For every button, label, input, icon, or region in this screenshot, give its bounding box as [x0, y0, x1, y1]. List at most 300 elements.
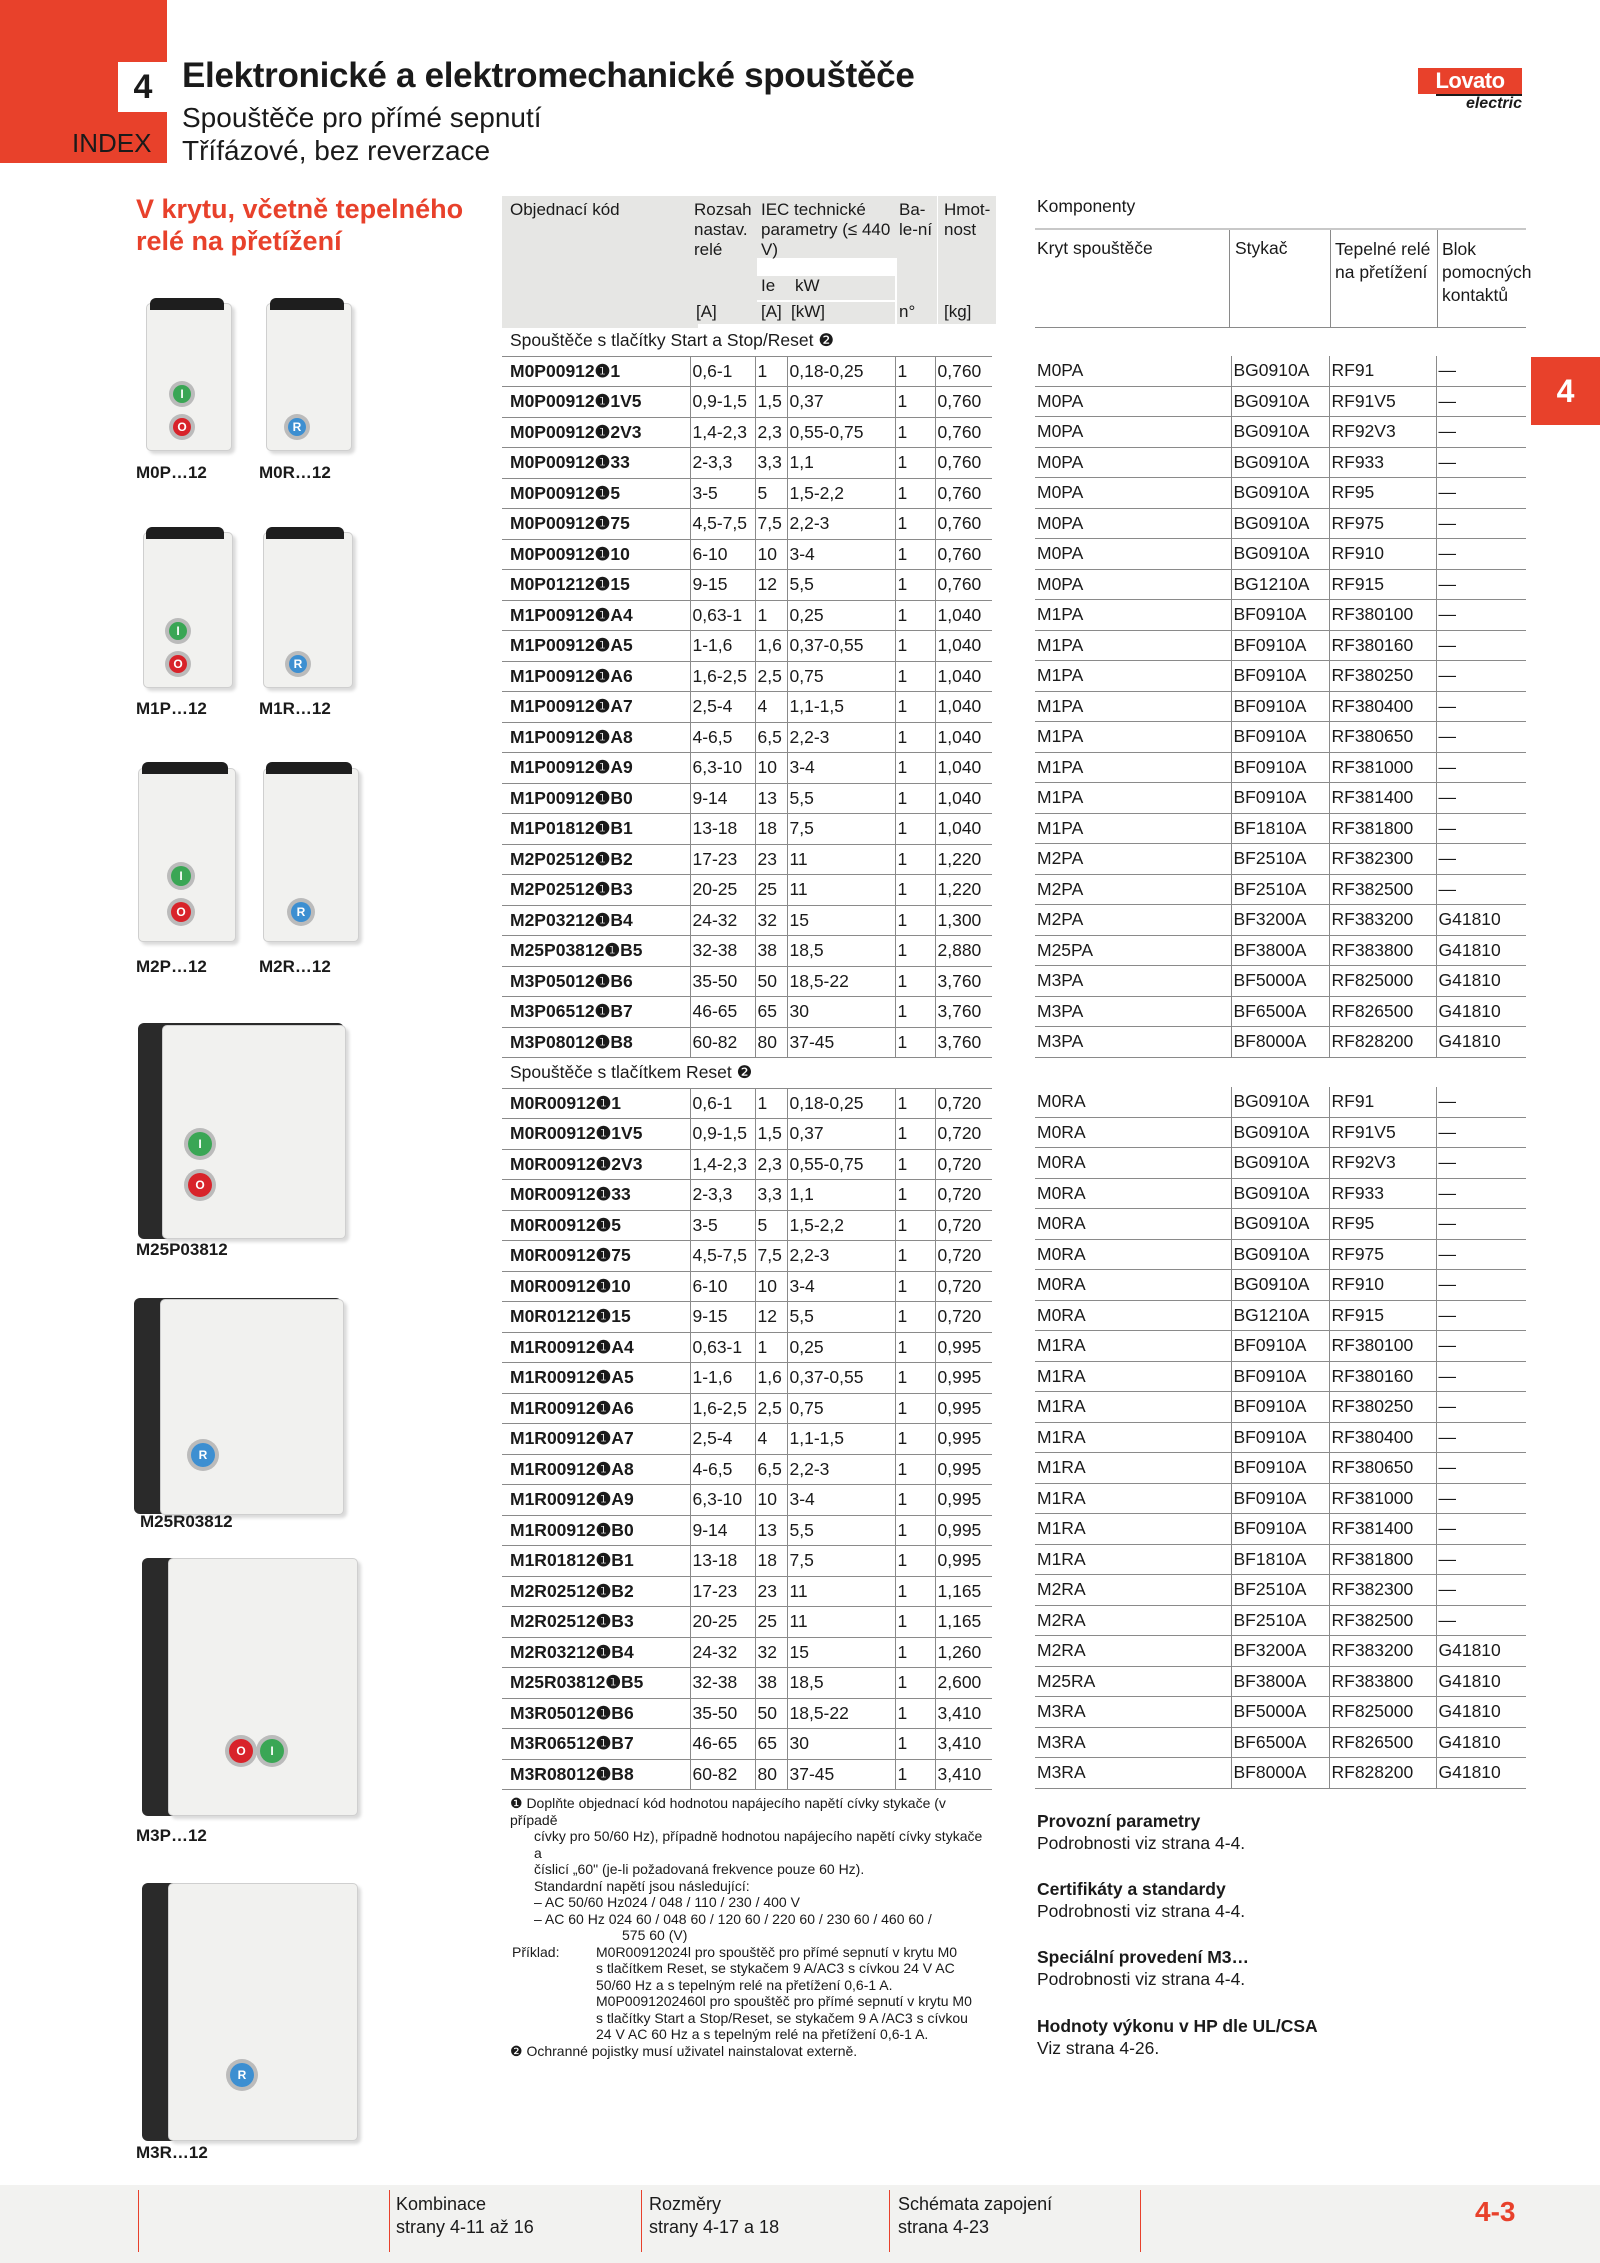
section-label: Spouštěče s tlačítky Start a Stop/Reset ❷ — [502, 326, 992, 356]
component-cell: RF91 — [1329, 1087, 1436, 1117]
example-line: s tlačítkem Reset, se stykačem 9 A/AC3 s cívkou 24 V AC — [596, 1960, 955, 1976]
footer-divider — [889, 2190, 890, 2252]
order-code: M0P00912❶1V5 — [502, 387, 690, 418]
component-cell: BG0910A — [1231, 1178, 1329, 1209]
unit-kw: [kW] — [787, 302, 895, 324]
table-cell: 1 — [895, 1241, 935, 1272]
component-cell: — — [1436, 600, 1526, 631]
order-code: M1R01812❶B1 — [502, 1546, 690, 1577]
table-cell: 1,1-1,5 — [787, 1424, 895, 1455]
order-code: M2P02512❶B2 — [502, 844, 690, 875]
table-cell: 18,5 — [787, 1668, 895, 1699]
component-cell: M1PA — [1035, 691, 1231, 722]
table-cell: 1,5-2,2 — [787, 478, 895, 509]
table-cell: 35-50 — [690, 1698, 755, 1729]
table-cell: 1,6-2,5 — [690, 1393, 755, 1424]
table-cell: 10 — [755, 1271, 787, 1302]
component-cell: BF0910A — [1231, 1483, 1329, 1514]
component-cell: M1RA — [1035, 1422, 1231, 1453]
footer — [0, 2185, 1600, 2263]
component-cell: BF2510A — [1231, 1575, 1329, 1606]
order-code: M0R00912❶75 — [502, 1241, 690, 1272]
table-cell: 1 — [895, 905, 935, 936]
table-cell: 3-4 — [787, 1485, 895, 1516]
footer-link-wiring[interactable] — [898, 2193, 1052, 2239]
table-row — [502, 1027, 992, 1058]
table-cell: 5 — [755, 1210, 787, 1241]
table-row — [502, 1363, 992, 1394]
component-row — [1035, 1483, 1526, 1514]
table-cell: 7,5 — [787, 1546, 895, 1577]
table-cell: 18,5-22 — [787, 966, 895, 997]
comp-header-rule — [1035, 327, 1526, 328]
footer-link-combinations[interactable] — [396, 2193, 534, 2239]
component-cell: RF826500 — [1329, 996, 1436, 1027]
component-row — [1035, 1087, 1526, 1117]
component-cell: — — [1436, 1392, 1526, 1423]
component-row — [1035, 1117, 1526, 1148]
table-cell: 1,260 — [935, 1637, 992, 1668]
footer-link-title: Rozměry — [649, 2194, 722, 2214]
component-cell: M1RA — [1035, 1392, 1231, 1423]
component-cell: BG0910A — [1231, 1270, 1329, 1301]
component-cell: M2PA — [1035, 874, 1231, 905]
component-cell: M2PA — [1035, 905, 1231, 936]
component-row — [1035, 1758, 1526, 1789]
component-cell: BF0910A — [1231, 691, 1329, 722]
component-cell: — — [1436, 1483, 1526, 1514]
component-cell: RF382300 — [1329, 1575, 1436, 1606]
table-cell: 5 — [755, 478, 787, 509]
table-cell: 0,37-0,55 — [787, 631, 895, 662]
footnote-1-line: ❶ Doplňte objednací kód hodnotou napájecího napětí cívky stykače (v případě — [510, 1795, 946, 1828]
note-text[interactable]: Podrobnosti viz strana 4-4. — [1037, 1969, 1246, 1989]
table-cell: 2,2-3 — [787, 1454, 895, 1485]
component-cell: M2RA — [1035, 1636, 1231, 1667]
note-text[interactable]: Podrobnosti viz strana 4-4. — [1037, 1901, 1246, 1921]
table-row — [502, 1515, 992, 1546]
component-cell: M1RA — [1035, 1514, 1231, 1545]
component-cell: BF1810A — [1231, 813, 1329, 844]
table-cell: 0,63-1 — [690, 1332, 755, 1363]
component-row — [1035, 417, 1526, 448]
table-cell: 1 — [755, 356, 787, 387]
component-cell: RF383800 — [1329, 935, 1436, 966]
component-cell: RF381800 — [1329, 813, 1436, 844]
footer-link-dimensions[interactable] — [649, 2193, 779, 2239]
component-row — [1035, 691, 1526, 722]
table-cell: 11 — [787, 875, 895, 906]
table-cell: 0,760 — [935, 509, 992, 540]
table-cell: 6,5 — [755, 722, 787, 753]
table-cell: 6,5 — [755, 1454, 787, 1485]
component-cell: — — [1436, 1300, 1526, 1331]
component-row — [1035, 569, 1526, 600]
component-cell: RF910 — [1329, 539, 1436, 570]
footnote-example — [510, 1944, 990, 2043]
table-cell: 1 — [895, 1576, 935, 1607]
start-button-icon: I — [171, 866, 191, 886]
component-row — [1035, 1697, 1526, 1728]
component-cell: M0RA — [1035, 1300, 1231, 1331]
component-cell: BF0910A — [1231, 1331, 1329, 1362]
component-cell: BG0910A — [1231, 1117, 1329, 1148]
table-cell: 1 — [895, 1332, 935, 1363]
footnote-1-line: Standardní napětí jsou následující: — [534, 1877, 750, 1894]
component-cell: M1PA — [1035, 722, 1231, 753]
table-cell: 25 — [755, 875, 787, 906]
table-cell: 1 — [895, 1759, 935, 1790]
col-header-code: Objednací kód — [502, 196, 698, 328]
footnote-1-line: 575 60 (V) — [622, 1927, 688, 1943]
note-hp-ratings — [1037, 2015, 1318, 2059]
component-cell: — — [1436, 1514, 1526, 1545]
component-cell: BF2510A — [1231, 1605, 1329, 1636]
order-code: M2P03212❶B4 — [502, 905, 690, 936]
table-cell: 1 — [895, 844, 935, 875]
component-row — [1035, 1575, 1526, 1606]
component-cell: BF0910A — [1231, 1453, 1329, 1484]
component-cell: RF91V5 — [1329, 1117, 1436, 1148]
component-cell: RF380650 — [1329, 722, 1436, 753]
note-text[interactable]: Viz strana 4-26. — [1037, 2038, 1160, 2058]
table-cell: 3,410 — [935, 1698, 992, 1729]
component-row — [1035, 1361, 1526, 1392]
table-cell: 24-32 — [690, 1637, 755, 1668]
start-button-icon: I — [169, 622, 187, 640]
component-cell: G41810 — [1436, 935, 1526, 966]
table-cell: 1 — [895, 1485, 935, 1516]
enclosure-top — [270, 298, 344, 310]
table-cell: 3-4 — [787, 539, 895, 570]
enclosure-m3p — [168, 1558, 358, 1816]
component-cell: BF8000A — [1231, 1027, 1329, 1058]
component-cell: M3RA — [1035, 1697, 1231, 1728]
component-cell: — — [1436, 539, 1526, 570]
order-code: M0P01212❶15 — [502, 570, 690, 601]
table-cell: 2,2-3 — [787, 722, 895, 753]
table-cell: 18 — [755, 814, 787, 845]
table-cell: 1 — [895, 1424, 935, 1455]
table-cell: 9-14 — [690, 783, 755, 814]
component-row — [1035, 447, 1526, 478]
table-cell: 0,720 — [935, 1088, 992, 1119]
caption-m25p: M25P03812 — [136, 1240, 228, 1259]
footer-link-pages: strana 4-23 — [898, 2217, 990, 2237]
table-cell: 1 — [755, 1088, 787, 1119]
component-cell: RF381800 — [1329, 1544, 1436, 1575]
table-cell: 60-82 — [690, 1759, 755, 1790]
component-cell: BF3800A — [1231, 935, 1329, 966]
component-row — [1035, 1270, 1526, 1301]
table-cell: 0,995 — [935, 1546, 992, 1577]
table-cell: 1,040 — [935, 814, 992, 845]
table-row — [502, 1180, 992, 1211]
component-cell: — — [1436, 508, 1526, 539]
order-code: M0R00912❶33 — [502, 1180, 690, 1211]
table-cell: 0,37 — [787, 1119, 895, 1150]
table-cell: 2,5 — [755, 661, 787, 692]
component-cell: — — [1436, 813, 1526, 844]
component-cell: — — [1436, 1148, 1526, 1179]
table-row — [502, 600, 992, 631]
caption-m0r: M0R…12 — [259, 463, 331, 482]
table-row — [502, 1393, 992, 1424]
component-cell: RF382500 — [1329, 1605, 1436, 1636]
component-cell: M3PA — [1035, 996, 1231, 1027]
table-cell: 0,995 — [935, 1363, 992, 1394]
table-cell: 4-6,5 — [690, 1454, 755, 1485]
example-text — [596, 1944, 972, 2043]
table-cell: 2-3,3 — [690, 1180, 755, 1211]
component-cell: RF381400 — [1329, 1514, 1436, 1545]
table-cell: 1 — [895, 509, 935, 540]
table-cell: 1,040 — [935, 600, 992, 631]
table-row — [502, 1119, 992, 1150]
table-cell: 32-38 — [690, 1668, 755, 1699]
component-row — [1035, 752, 1526, 783]
table-cell: 7,5 — [755, 1241, 787, 1272]
start-button-icon: I — [260, 1739, 284, 1763]
order-code: M0R00912❶1V5 — [502, 1119, 690, 1150]
component-cell: BF0910A — [1231, 752, 1329, 783]
page-number: 4-3 — [1475, 2196, 1516, 2227]
table-cell: 0,720 — [935, 1302, 992, 1333]
order-code: M1P00912❶A4 — [502, 600, 690, 631]
note-text[interactable]: Podrobnosti viz strana 4-4. — [1037, 1833, 1246, 1853]
table-cell: 1,040 — [935, 722, 992, 753]
component-row — [1035, 1666, 1526, 1697]
table-row — [502, 1454, 992, 1485]
component-row — [1035, 1453, 1526, 1484]
component-cell: RF383200 — [1329, 905, 1436, 936]
table-cell: 13 — [755, 1515, 787, 1546]
table-cell: 1 — [895, 722, 935, 753]
enclosure-m0r — [266, 303, 352, 451]
component-cell: RF383800 — [1329, 1666, 1436, 1697]
component-cell: M3RA — [1035, 1727, 1231, 1758]
note-certificates — [1037, 1878, 1245, 1922]
caption-m2r: M2R…12 — [259, 957, 331, 976]
stop-button-icon: O — [173, 418, 191, 436]
table-cell: 0,995 — [935, 1393, 992, 1424]
component-cell: G41810 — [1436, 966, 1526, 997]
order-code: M1P00912❶B0 — [502, 783, 690, 814]
col-header-kw: kW — [787, 276, 895, 300]
order-code: M3P05012❶B6 — [502, 966, 690, 997]
index-link[interactable]: INDEX — [72, 128, 152, 158]
order-code: M25P03812❶B5 — [502, 936, 690, 967]
component-row — [1035, 935, 1526, 966]
table-cell: 0,55-0,75 — [787, 417, 895, 448]
table-cell: 7,5 — [787, 814, 895, 845]
component-cell: BG0910A — [1231, 356, 1329, 386]
component-cell: M0RA — [1035, 1117, 1231, 1148]
component-cell: RF380100 — [1329, 600, 1436, 631]
component-cell: M2RA — [1035, 1575, 1231, 1606]
table-cell: 20-25 — [690, 1607, 755, 1638]
table-cell: 2,600 — [935, 1668, 992, 1699]
table-cell: 5,5 — [787, 1302, 895, 1333]
footer-link-pages: strany 4-17 a 18 — [649, 2217, 780, 2237]
component-row — [1035, 783, 1526, 814]
order-code: M0P00912❶75 — [502, 509, 690, 540]
caption-m3p: M3P…12 — [136, 1826, 207, 1845]
table-cell: 17-23 — [690, 1576, 755, 1607]
table-cell: 1,040 — [935, 753, 992, 784]
component-cell: BG1210A — [1231, 569, 1329, 600]
table-row — [502, 1637, 992, 1668]
component-cell: M3PA — [1035, 966, 1231, 997]
comp-header-enclosure: Kryt spouštěče — [1037, 238, 1153, 258]
order-code: M0P00912❶1 — [502, 356, 690, 387]
comp-header-divider — [1330, 230, 1331, 328]
component-cell: M1RA — [1035, 1483, 1231, 1514]
col-header-iec: IEC technické parametry (≤ 440 V) — [757, 196, 899, 258]
component-row — [1035, 1392, 1526, 1423]
table-cell: 11 — [787, 1576, 895, 1607]
table-cell: 1,1-1,5 — [787, 692, 895, 723]
footer-divider — [138, 2190, 139, 2252]
order-code: M1R00912❶B0 — [502, 1515, 690, 1546]
table-cell: 1,165 — [935, 1607, 992, 1638]
table-cell: 0,25 — [787, 600, 895, 631]
table-cell: 1 — [895, 1698, 935, 1729]
table-cell: 1,300 — [935, 905, 992, 936]
component-cell: BF3200A — [1231, 1636, 1329, 1667]
component-cell: BF2510A — [1231, 844, 1329, 875]
table-cell: 0,37 — [787, 387, 895, 418]
table-row — [502, 692, 992, 723]
footnote-1-line: – AC 50/60 Hz024 / 048 / 110 / 230 / 400 V — [534, 1894, 800, 1910]
component-cell: G41810 — [1436, 996, 1526, 1027]
table-cell: 1,5-2,2 — [787, 1210, 895, 1241]
component-cell: BF5000A — [1231, 966, 1329, 997]
component-cell: M0RA — [1035, 1209, 1231, 1240]
component-cell: — — [1436, 1209, 1526, 1240]
table-cell: 15 — [787, 905, 895, 936]
table-cell: 5,5 — [787, 783, 895, 814]
table-cell: 1,5 — [755, 1119, 787, 1150]
table-cell: 65 — [755, 1729, 787, 1760]
table-cell: 1,165 — [935, 1576, 992, 1607]
component-cell: — — [1436, 1087, 1526, 1117]
component-cell: RF933 — [1329, 1178, 1436, 1209]
table-cell: 0,995 — [935, 1485, 992, 1516]
table-cell: 0,18-0,25 — [787, 356, 895, 387]
component-cell: G41810 — [1436, 1758, 1526, 1789]
component-cell: RF381000 — [1329, 752, 1436, 783]
component-cell: G41810 — [1436, 1697, 1526, 1728]
table-cell: 1 — [895, 997, 935, 1028]
table-row — [502, 1729, 992, 1760]
component-cell: RF380400 — [1329, 1422, 1436, 1453]
enclosure-m1p — [143, 532, 233, 688]
caption-m25r: M25R03812 — [140, 1512, 233, 1531]
component-cell: RF825000 — [1329, 1697, 1436, 1728]
table-cell: 7,5 — [755, 509, 787, 540]
component-cell: — — [1436, 844, 1526, 875]
component-cell: — — [1436, 1270, 1526, 1301]
footer-link-title: Kombinace — [396, 2194, 487, 2214]
example-line: 50/60 Hz a s tepelným relé na přetížení 0,6-1 A. — [596, 1976, 893, 1993]
example-label: Příklad: — [512, 1943, 560, 1960]
table-cell: 3-4 — [787, 1271, 895, 1302]
table-row — [502, 509, 992, 540]
table-cell: 1,040 — [935, 631, 992, 662]
table-cell: 1,4-2,3 — [690, 1149, 755, 1180]
table-row — [502, 936, 992, 967]
caption-m1p: M1P…12 — [136, 699, 207, 718]
component-cell: — — [1436, 1422, 1526, 1453]
component-cell: BG0910A — [1231, 478, 1329, 509]
table-cell: 2,2-3 — [787, 1241, 895, 1272]
component-cell: BF5000A — [1231, 1697, 1329, 1728]
component-cell: RF91 — [1329, 356, 1436, 386]
table-cell: 2-3,3 — [690, 448, 755, 479]
component-cell: RF380100 — [1329, 1331, 1436, 1362]
table-cell: 0,720 — [935, 1149, 992, 1180]
table-cell: 37-45 — [787, 1027, 895, 1058]
table-cell: 0,995 — [935, 1454, 992, 1485]
component-row — [1035, 1331, 1526, 1362]
component-row — [1035, 1514, 1526, 1545]
component-cell: RF381000 — [1329, 1483, 1436, 1514]
component-cell: M0PA — [1035, 478, 1231, 509]
table-row — [502, 478, 992, 509]
table-row — [502, 722, 992, 753]
order-code: M1R00912❶A5 — [502, 1363, 690, 1394]
order-code: M1R00912❶A8 — [502, 1454, 690, 1485]
table-row — [502, 1149, 992, 1180]
component-cell: BF2510A — [1231, 874, 1329, 905]
table-row — [502, 1576, 992, 1607]
table-row — [502, 1485, 992, 1516]
component-cell: — — [1436, 386, 1526, 417]
component-cell: — — [1436, 1544, 1526, 1575]
footnote-1-line: cívky pro 50/60 Hz), případně hodnotou napájecího napětí cívky stykače a — [534, 1828, 983, 1861]
col-header-weight: Hmot-nost — [938, 196, 996, 304]
footer-link-title: Schémata zapojení — [898, 2194, 1053, 2214]
reset-button-icon: R — [191, 1443, 215, 1467]
reset-button-icon: R — [230, 2063, 254, 2087]
table-cell: 4,5-7,5 — [690, 1241, 755, 1272]
table-cell: 1 — [895, 1210, 935, 1241]
component-cell: RF382300 — [1329, 844, 1436, 875]
table-row — [502, 753, 992, 784]
order-code: M3P06512❶B7 — [502, 997, 690, 1028]
table-cell: 80 — [755, 1759, 787, 1790]
caption-m3r: M3R…12 — [136, 2143, 208, 2162]
component-cell: BF0910A — [1231, 1392, 1329, 1423]
table-row — [502, 783, 992, 814]
component-cell: M0RA — [1035, 1087, 1231, 1117]
table-cell: 3,3 — [755, 448, 787, 479]
order-code: M1P00912❶A7 — [502, 692, 690, 723]
table-cell: 23 — [755, 844, 787, 875]
component-row — [1035, 600, 1526, 631]
table-cell: 3-5 — [690, 1210, 755, 1241]
chapter-side-tab[interactable]: 4 — [1531, 357, 1600, 425]
component-row — [1035, 478, 1526, 509]
table-cell: 1 — [895, 875, 935, 906]
enclosure-top — [142, 762, 228, 774]
component-cell: M25PA — [1035, 935, 1231, 966]
component-cell: RF975 — [1329, 1239, 1436, 1270]
order-code: M1P00912❶A6 — [502, 661, 690, 692]
table-cell: 1 — [895, 1668, 935, 1699]
component-cell: RF380160 — [1329, 630, 1436, 661]
